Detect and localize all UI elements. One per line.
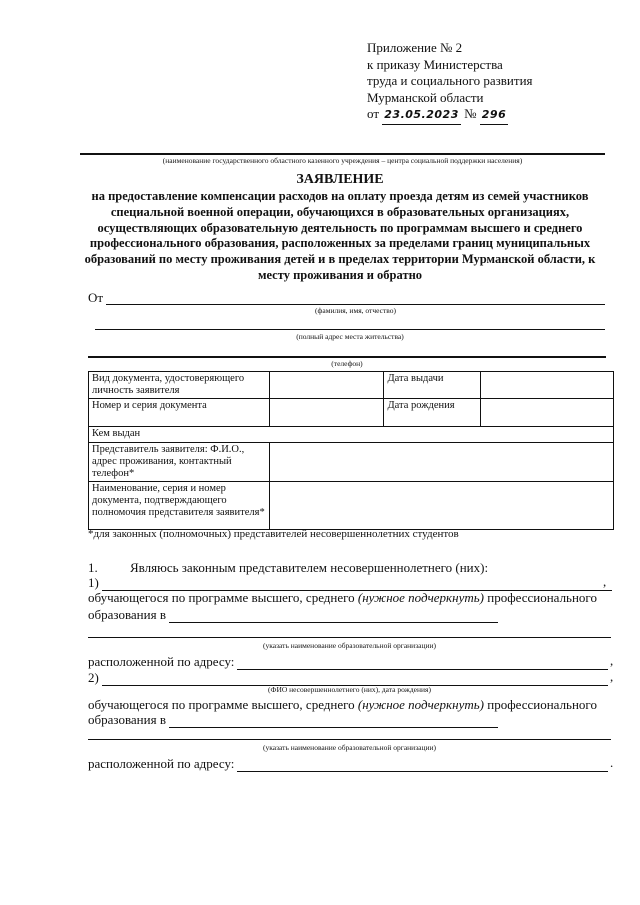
appendix-line-4: Мурманской области [367,89,484,105]
table-row [89,372,614,399]
item-1-label: 1) [88,575,99,590]
study-text-italic: (нужное подчеркнуть) [357,697,484,712]
study-text-b: профессионального [487,697,597,712]
doc-type-value[interactable] [269,372,384,399]
study-text-b: профессионального [487,590,597,605]
table-row [89,443,614,482]
org-2-line[interactable] [88,739,611,740]
doc-type-label: Вид документа, удостоверяющего личность заявителя [89,372,270,399]
institution-caption: (наименование государственного областного казенного учреждения – центра социальной поддержки населения) [162,156,523,165]
education-1-row [88,607,498,623]
minor-1-row [88,575,612,591]
table-row [89,399,614,427]
from-prefix: от [367,106,380,121]
address-1-row [88,654,608,670]
issue-date-label: Дата выдачи [384,372,481,399]
table-row [89,482,614,530]
located-at-label: расположенной по адресу: [88,756,235,771]
institution-name-line[interactable] [80,153,605,155]
appendix-line-2: к приказу Министерства [367,56,503,72]
section-number: 1. [88,560,98,575]
phone-line[interactable] [88,356,606,358]
org-2-caption: (указать наименование образовательной организации) [262,743,437,752]
minor-caption: (ФИО несовершеннолетнего (них), дата рождения) [268,685,431,694]
table-row [89,427,614,443]
representative-value[interactable] [269,443,613,482]
issued-by-label: Кем выдан [89,427,614,443]
doc-number-label: Номер и серия документа [89,399,270,427]
number-label: № [464,106,477,121]
handwritten-date: 23.05.2023 [382,107,461,125]
education-1-line[interactable] [169,610,498,623]
education-2-line[interactable] [169,715,498,728]
footnote: *для законных (полномочных) представителей несовершеннолетних студентов [88,528,459,540]
org-1-caption: (указать наименование образовательной организации) [262,641,437,650]
section-text: Являюсь законным представителем несовершеннолетнего (них): [130,560,489,575]
document-heading: на предоставление компенсации расходов на оплату проезда детям из семей участников специальной военной операции, обучающихся в образовательных организациях, осуществляющих образовательную деятельность по программам высшего и среднего профессионального образования, расположенных за пределами границ муниципальных образований по месту проживания детей и в пределах территории Мурманской области, к месту проживания и обратно [84,189,596,282]
appendix-block [367,40,533,125]
applicant-document-table [88,371,614,530]
item-2-label: 2) [88,670,99,685]
education-in-label: образования в [88,607,166,622]
address-1-line[interactable] [237,657,608,670]
authority-doc-value[interactable] [269,482,613,530]
birth-date-value[interactable] [481,399,614,427]
fio-caption: (фамилия, имя, отчество) [315,306,396,315]
fio-line[interactable] [106,304,605,305]
study-line-2 [88,697,597,713]
appendix-date-line [367,106,533,125]
phone-caption: (телефон) [331,359,363,368]
org-1-line[interactable] [88,637,611,638]
appendix-line-1: Приложение № 2 [367,40,463,55]
located-at-label: расположенной по адресу: [88,654,235,669]
doc-number-value[interactable] [269,399,384,427]
comma: , [610,669,614,684]
document-title: ЗАЯВЛЕНИЕ [296,172,384,187]
authority-doc-label: Наименование, серия и номер документа, подтверждающего полномочия представителя заявителя* [89,482,270,530]
representative-label: Представитель заявителя: Ф.И.О., адрес проживания, контактный телефон* [89,443,270,482]
appendix-line-3: труда и социального развития [367,73,533,88]
education-2-row [88,712,498,728]
handwritten-number: 296 [480,107,508,125]
study-text-italic: (нужное подчеркнуть) [357,590,484,605]
comma: , [610,653,614,668]
address-caption: (полный адрес места жительства) [296,332,404,341]
birth-date-label: Дата рождения [384,399,481,427]
comma: . [610,755,614,770]
study-text-a: обучающегося по программе высшего, среднего [88,590,355,605]
education-in-label: образования в [88,712,166,727]
address-2-line[interactable] [237,759,608,772]
comma: , [603,574,607,589]
address-2-row [88,756,608,772]
from-label: От [88,290,104,305]
minor-2-row [88,670,608,686]
address-line[interactable] [95,329,605,330]
issue-date-value[interactable] [481,372,614,399]
study-line-1 [88,590,597,606]
study-text-a: обучающегося по программе высшего, среднего [88,697,355,712]
